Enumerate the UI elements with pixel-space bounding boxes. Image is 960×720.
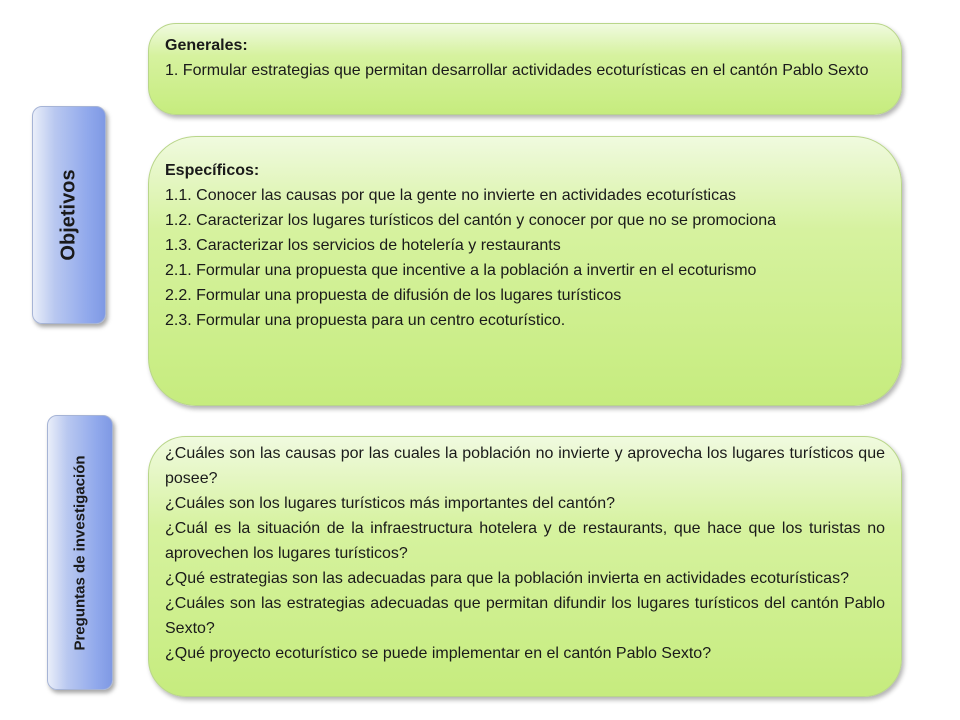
research-question: ¿Cuáles son las causas por las cuales la población no invierte y aprovecha los lugares turísticos que posee? xyxy=(165,445,885,487)
preguntas-box xyxy=(148,436,902,697)
generales-box xyxy=(148,23,902,115)
preguntas-label: Preguntas de investigación xyxy=(71,454,89,651)
preguntas-tab xyxy=(47,415,113,690)
especificos-box xyxy=(148,136,902,406)
especificos-objective: 1.3. Caracterizar los servicios de hotelería y restaurants xyxy=(165,237,561,254)
especificos-objective: 2.2. Formular una propuesta de difusión de los lugares turísticos xyxy=(165,287,622,304)
objetivos-tab xyxy=(32,106,106,324)
especificos-objective: 1.1. Conocer las causas por que la gente no invierte en actividades ecoturísticas xyxy=(165,187,736,204)
generales-heading: Generales: xyxy=(165,37,248,54)
especificos-objective: 2.1. Formular una propuesta que incentive a la población a invertir en el ecoturismo xyxy=(165,262,757,279)
especificos-heading: Específicos: xyxy=(165,162,260,179)
research-question: ¿Cuáles son las estrategias adecuadas que permitan difundir los lugares turísticos del cantón Pablo Sexto? xyxy=(165,595,885,637)
especificos-objective: 2.3. Formular una propuesta para un centro ecoturístico. xyxy=(165,312,566,329)
especificos-objective: 1.2. Caracterizar los lugares turísticos del cantón y conocer por que no se promociona xyxy=(165,212,776,229)
research-question: ¿Cuál es la situación de la infraestructura hotelera y de restaurants, que hace que los turistas no aprovechen los lugares turísticos? xyxy=(165,520,885,562)
objetivos-label: Objetivos xyxy=(57,169,80,261)
research-question: ¿Qué proyecto ecoturístico se puede implementar en el cantón Pablo Sexto? xyxy=(165,645,712,662)
research-question: ¿Qué estrategias son las adecuadas para que la población invierta en actividades ecoturísticas? xyxy=(165,570,849,587)
generales-objective: 1. Formular estrategias que permitan desarrollar actividades ecoturísticas en el cantón Pablo Sexto xyxy=(165,62,869,79)
research-question: ¿Cuáles son los lugares turísticos más importantes del cantón? xyxy=(165,495,615,512)
